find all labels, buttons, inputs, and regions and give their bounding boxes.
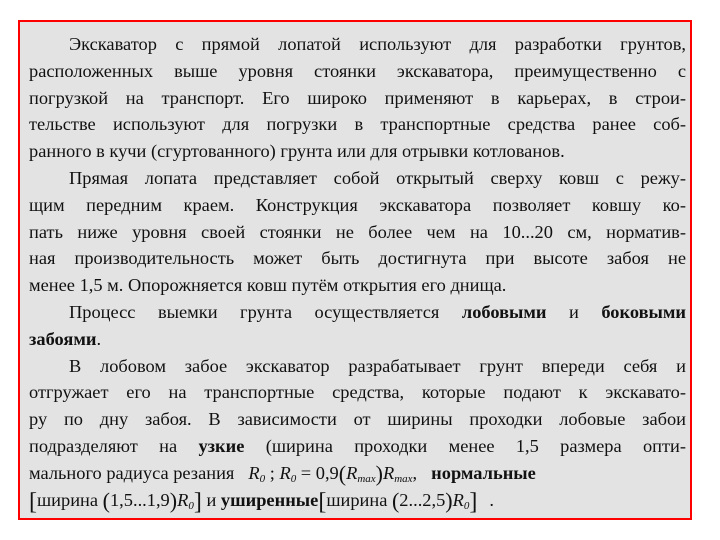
text-line: расположенных выше уровня стоянки экскаватора, преимущественно с <box>29 60 686 81</box>
text-line <box>29 460 686 487</box>
formula-width-normal: [ширина $(1,5...1,9)R_0$] <box>29 487 202 515</box>
text-segment: Процесс выемки грунта осуществляется <box>69 301 440 322</box>
bold-term: лобовыми <box>461 301 547 322</box>
text-segment: (ширина проходки менее 1,5 размера опти- <box>265 435 686 456</box>
bold-term: боковыми <box>601 301 686 322</box>
text-segment: и <box>569 301 579 322</box>
text-line: ранного в кучи (сгуртованного) грунта или для отрывки котлованов. <box>29 141 565 162</box>
text-line: ная производительность может быть достигнута при высоте забоя не <box>29 248 686 269</box>
text-line <box>29 326 686 353</box>
text-line: Экскаватор с прямой лопатой используют для разработки грунтов, <box>69 34 686 54</box>
text-line: щим передним краем. Конструкция экскаватора позволяет ковшу ко- <box>29 194 686 215</box>
formula-r0: $R_0$ ; $R_0 = 0,9(R_{max})R_{max}$, <box>248 460 418 486</box>
text-line: погрузкой на транспорт. Его широко применяют в карьерах, в строи- <box>29 87 686 108</box>
text-segment: . <box>489 489 494 510</box>
document-text <box>29 31 686 513</box>
text-line: менее 1,5 м. Опорожняется ковш путём открытия его днища. <box>29 275 507 296</box>
text-line <box>29 299 686 326</box>
text-segment: подразделяют на <box>29 435 178 456</box>
text-line <box>29 487 686 514</box>
document-frame <box>18 20 692 520</box>
formula-width-wide: [ширина $(2...2,5)R_0$] <box>318 487 478 515</box>
text-segment: . <box>96 328 102 349</box>
text-line: отгружает его на транспортные средства, которые подают к экскавато- <box>29 382 686 403</box>
bold-term: уширенные <box>220 489 319 510</box>
text-line: пать ниже уровня своей стоянки не более чем на 10...20 см, норматив- <box>29 221 686 242</box>
text-line: В лобовом забое экскаватор разрабатывает грунт впереди себя и <box>69 355 686 376</box>
text-segment: и <box>206 489 217 510</box>
text-line <box>29 433 686 460</box>
bold-term: забоями <box>29 328 97 349</box>
text-segment: мального радиуса резания <box>29 462 235 483</box>
text-line: тельстве используют для погрузки в транспортные средства ранее соб- <box>29 114 686 135</box>
text-line: ру по дну забоя. В зависимости от ширины проходки лобовые забои <box>29 409 686 430</box>
bold-term: узкие <box>198 435 245 456</box>
text-line: Прямая лопата представляет собой открытый сверху ковш с режу- <box>69 167 686 188</box>
bold-term: нормальные <box>431 462 536 483</box>
